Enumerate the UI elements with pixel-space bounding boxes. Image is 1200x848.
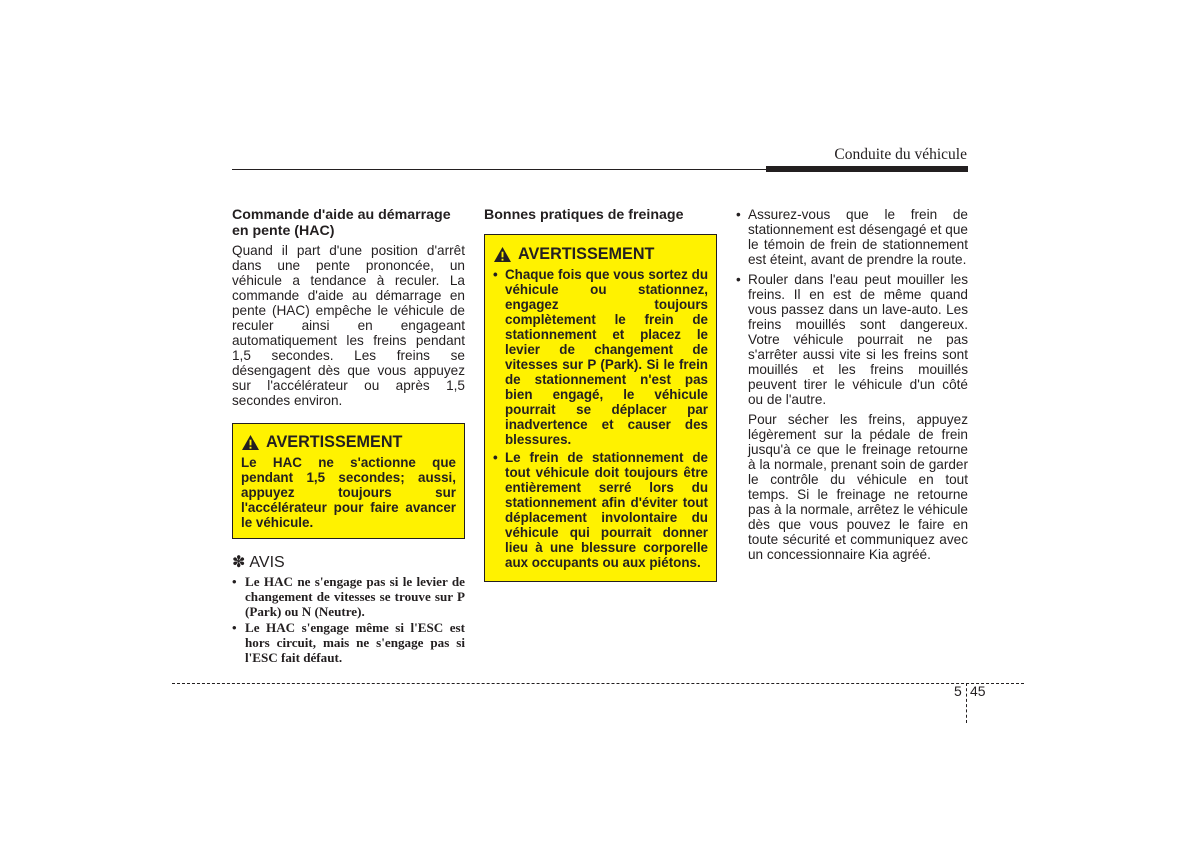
warning-item: • Le frein de stationnement de tout véhicule doit toujours être entièrement serré lors du stationnement afin d'éviter tout déplacement involontaire du véhicule qui pourrait donner lieu à une blessure corporelle aux occupants ou aux piétons. — [493, 450, 708, 570]
column-tips — [734, 207, 968, 562]
hac-warning-box — [232, 423, 465, 539]
warning-list — [493, 267, 708, 570]
column-hac — [232, 207, 465, 666]
column-braking — [484, 207, 717, 582]
page-number: 45 — [970, 683, 986, 699]
warning-title: AVERTISSEMENT — [518, 245, 655, 263]
footer-rule — [172, 683, 1024, 684]
chapter-number: 5 — [954, 683, 962, 699]
warning-triangle-icon — [241, 434, 260, 451]
star-icon: ✽ — [232, 554, 246, 571]
note-list — [232, 574, 465, 665]
braking-heading: Bonnes pratiques de freinage — [484, 207, 684, 223]
footer-divider — [966, 683, 967, 723]
note-header — [232, 555, 465, 570]
braking-warning-box — [484, 234, 717, 582]
tip-item: • Rouler dans l'eau peut mouiller les freins. Il en est de même quand vous passez dans un lave-auto. Les freins mouillés sont dangereux. Votre véhicule pourrait ne pas s'arrêter aussi vite si les freins sont mouillés et les freins mouillés peuvent tirer le véhicule d'un côté ou de l'autre. — [734, 272, 968, 407]
warning-header — [493, 245, 708, 263]
hac-paragraph: Quand il part d'une position d'arrêt dans une pente prononcée, un véhicule a tendance à reculer. La commande d'aide au démarrage en pente (HAC) empêche le véhicule de reculer ainsi en engageant automatiquement les freins pendant 1,5 secondes. Les freins se désengagent dès que vous appuyez sur l'accélérateur ou après 1,5 secondes environ. — [232, 243, 465, 408]
note-item: • Le HAC ne s'engage pas si le levier de changement de vitesses se trouve sur P (Park) ou N (Neutre). — [232, 574, 465, 619]
warning-title: AVERTISSEMENT — [266, 433, 403, 451]
note-item: • Le HAC s'engage même si l'ESC est hors circuit, mais ne s'engage pas si l'ESC fait défaut. — [232, 620, 465, 665]
tip-item: • Assurez-vous que le frein de stationnement est désengagé et que le témoin de frein de stationnement est éteint, avant de prendre la route. — [734, 207, 968, 267]
tips-list — [734, 207, 968, 407]
header-rule-thick — [766, 166, 968, 172]
warning-text: Le HAC ne s'actionne que pendant 1,5 secondes; aussi, appuyez toujours sur l'accélérateur pour faire avancer le véhicule. — [241, 455, 456, 530]
warning-triangle-icon — [493, 246, 512, 263]
tip-subparagraph: Pour sécher les freins, appuyez légèrement sur la pédale de frein jusqu'à ce que le freinage retourne à la normale, prenant soin de garder le contrôle du véhicule en tout temps. Si le freinage ne retourne pas à la normale, arrêtez le véhicule dès que vous pouvez le faire en toute sécurité et communiquez avec un concessionnaire Kia agréé. — [748, 412, 968, 562]
hac-heading: Commande d'aide au démarrage en pente (HAC) — [232, 207, 451, 239]
warning-header — [241, 433, 456, 451]
warning-item: • Chaque fois que vous sortez du véhicule ou stationnez, engagez toujours complètement le frein de stationnement et placez le levier de changement de vitesses sur P (Park). Si le frein de stationnement n'est pas bien engagé, le véhicule pourrait se déplacer par inadvertence et causer des blessures. — [493, 267, 708, 447]
section-title: Conduite du véhicule — [834, 146, 967, 163]
note-title: AVIS — [249, 554, 285, 571]
